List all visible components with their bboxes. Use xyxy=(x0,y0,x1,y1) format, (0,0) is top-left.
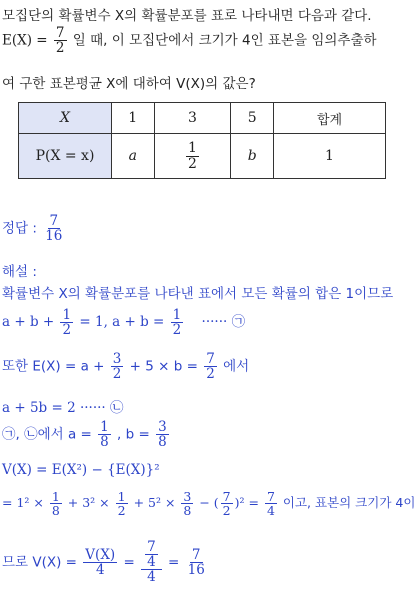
fraction-denominator: 4 xyxy=(147,569,156,586)
answer-line xyxy=(2,214,66,243)
answer-fraction xyxy=(43,214,64,243)
fraction-denominator: 4 xyxy=(95,561,105,578)
fraction-numerator: 1 xyxy=(100,419,109,435)
equation-part: a + b + xyxy=(2,314,55,331)
equation-part: + 5² × xyxy=(133,495,176,511)
fraction-numerator: 7 xyxy=(222,489,231,504)
equation-part: = 1² × xyxy=(2,495,44,511)
fraction-numerator: 1 xyxy=(187,139,197,156)
fraction-denominator: 2 xyxy=(55,40,65,57)
solution-line-1: 확률변수 X의 확률분포를 나타낸 표에서 모든 확률의 합은 1이므로 xyxy=(2,286,394,302)
equation-part: 또한 E(X) = a + xyxy=(2,358,105,375)
fraction-numerator: 1 xyxy=(117,489,126,504)
fraction-numerator: 7 xyxy=(206,351,215,367)
fraction-denominator: 8 xyxy=(100,434,109,451)
table-header-probability: P(X = x) xyxy=(19,134,112,179)
fraction-denominator: 16 xyxy=(187,561,205,578)
fraction-numerator: 3 xyxy=(183,489,192,504)
table-cell: 1 xyxy=(274,134,386,179)
expected-value-expr: E(X) = xyxy=(2,32,48,49)
table-cell xyxy=(154,134,231,179)
fraction-denominator: 2 xyxy=(112,366,122,383)
fraction-numerator: 7 xyxy=(191,546,201,563)
fraction-denominator: 8 xyxy=(183,503,192,519)
equation-tag: ······ ㉠ xyxy=(201,314,246,331)
compound-fraction xyxy=(141,540,162,585)
table-header-x: X xyxy=(19,103,112,134)
equation-part: 에서 xyxy=(223,358,250,375)
fraction-numerator: 3 xyxy=(112,351,122,367)
solution-line-8 xyxy=(2,540,209,585)
equation-part: = 1, a + b = xyxy=(79,314,165,331)
fraction-denominator: 2 xyxy=(62,322,72,339)
equation-part: 므로 V(X) = xyxy=(2,554,77,571)
equation-part: 이고, 표본의 크기가 4이 xyxy=(282,495,415,511)
table-cell-total: 합계 xyxy=(274,103,386,134)
fraction-numerator: 7 xyxy=(49,213,59,229)
equation-part: = xyxy=(168,554,180,571)
fraction-denominator: 2 xyxy=(187,155,197,172)
solution-line-7 xyxy=(2,490,415,517)
equation-part: + 3² × xyxy=(67,495,110,511)
table-cell: 3 xyxy=(154,103,231,134)
fraction-denominator: 2 xyxy=(117,503,126,519)
probability-distribution-table xyxy=(18,102,386,179)
fraction-numerator: V(X) xyxy=(85,546,116,563)
fraction-one-half xyxy=(186,141,199,171)
equation-part: = xyxy=(123,554,135,571)
problem-line-3: 여 구한 표본평균 X에 대하여 V(X)의 값은? xyxy=(2,76,256,92)
equation-part: + 5 × b = xyxy=(129,358,198,375)
fraction-numerator: 1 xyxy=(51,489,60,504)
fraction-numerator: 1 xyxy=(62,307,72,323)
fraction-numerator: 7 xyxy=(147,539,156,555)
solution-line-2 xyxy=(2,308,245,337)
table-row xyxy=(19,134,386,179)
problem-line-2 xyxy=(2,26,377,55)
table-row xyxy=(19,103,386,134)
solution-line-3 xyxy=(2,352,249,381)
fraction-numerator: 3 xyxy=(158,419,167,435)
answer-label: 정답 : xyxy=(2,220,37,237)
table-cell: a xyxy=(112,134,155,179)
equation-part: )² = xyxy=(234,495,259,511)
fraction-denominator: 16 xyxy=(45,228,63,245)
table-cell: 1 xyxy=(112,103,155,134)
fraction-numerator: 7 xyxy=(55,25,65,41)
problem-line-2-text: 일 때, 이 모집단에서 크기가 4인 표본을 임의추출하 xyxy=(72,32,377,49)
equation-part: , b = xyxy=(117,426,150,443)
equation-part: − ( xyxy=(199,495,219,511)
table-cell: 5 xyxy=(231,103,274,134)
solution-label: 해설 : xyxy=(2,264,37,280)
fraction-denominator: 8 xyxy=(51,503,60,519)
solution-line-6: V(X) = E(X²) − {E(X)}² xyxy=(2,462,160,478)
fraction-seven-halves xyxy=(54,26,67,55)
fraction-denominator: 2 xyxy=(172,322,182,339)
solution-line-4: a + 5b = 2 ······ ㉡ xyxy=(2,400,124,416)
fraction-numerator: 7 xyxy=(266,489,275,504)
fraction-denominator: 4 xyxy=(266,503,275,519)
fraction-denominator: 8 xyxy=(158,434,167,451)
fraction-denominator: 4 xyxy=(147,554,156,571)
fraction-denominator: 2 xyxy=(222,503,231,519)
equation-part: ㉠, ㉡에서 a = xyxy=(2,426,92,443)
problem-line-1: 모집단의 확률변수 X의 확률분포를 표로 나타내면 다음과 같다. xyxy=(2,8,372,24)
fraction-denominator: 2 xyxy=(206,366,215,383)
solution-line-5 xyxy=(2,420,171,449)
fraction-numerator: 1 xyxy=(172,307,182,323)
table-cell: b xyxy=(231,134,274,179)
